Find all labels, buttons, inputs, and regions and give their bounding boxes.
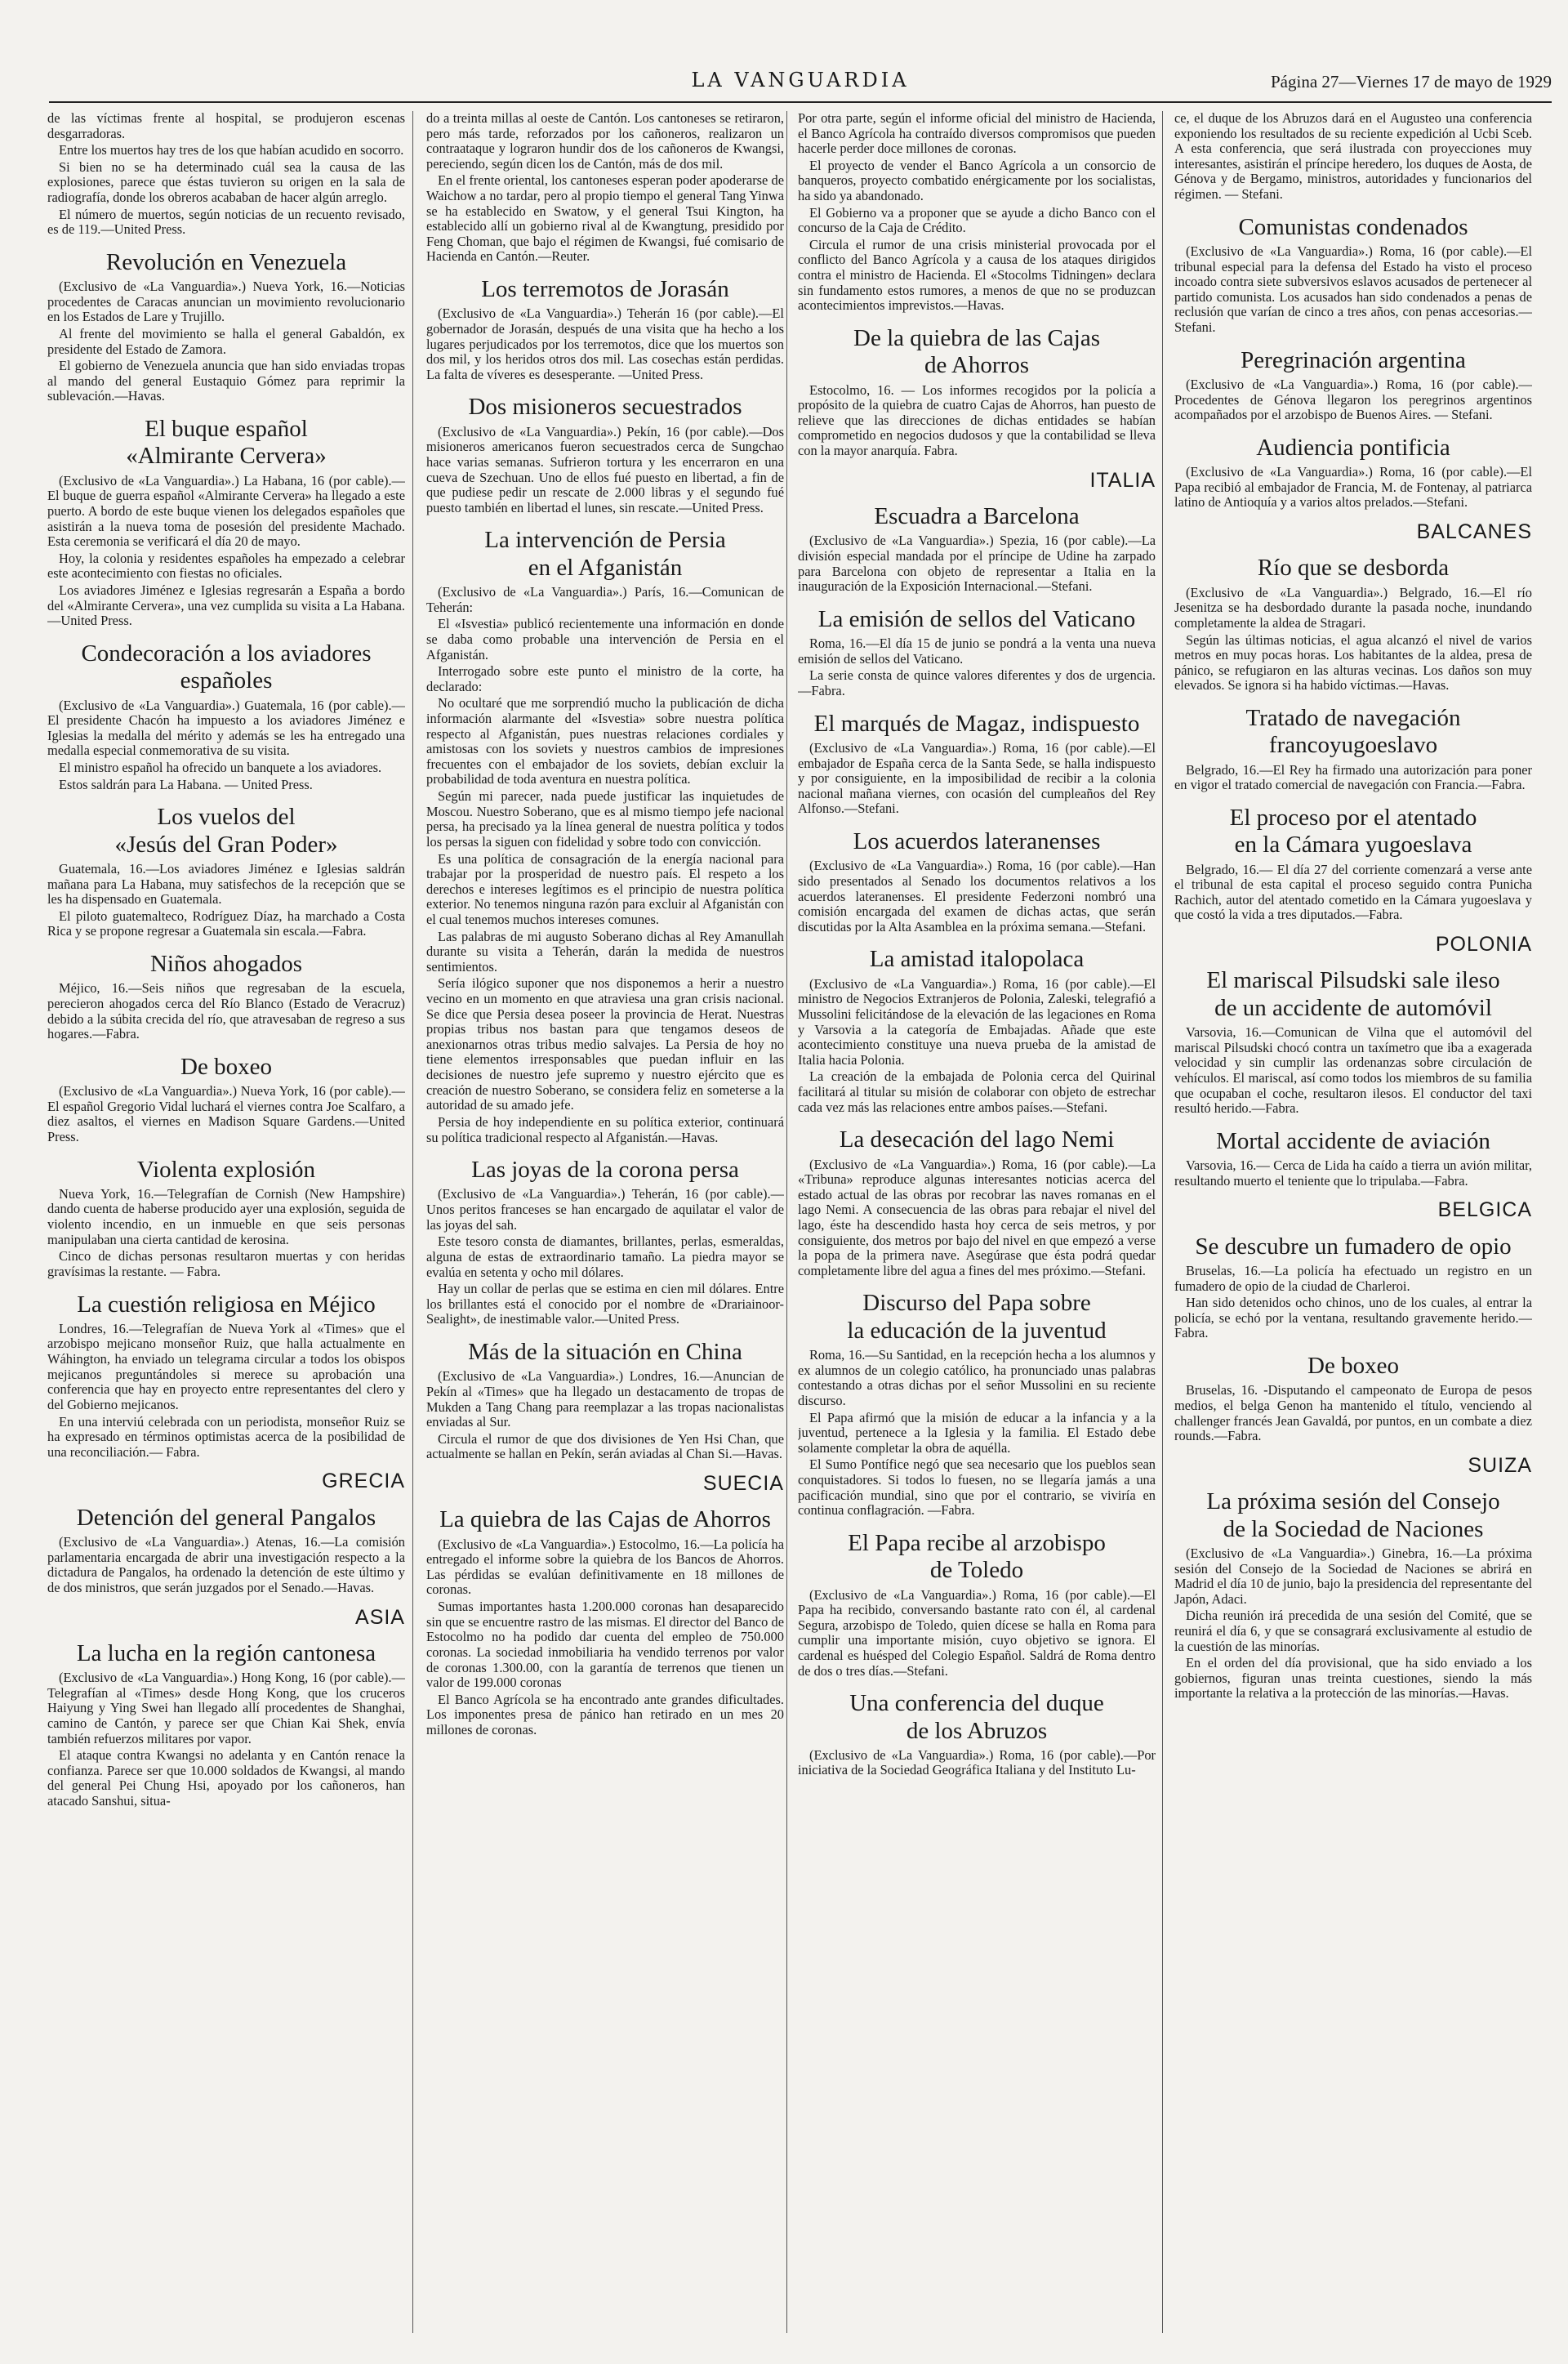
article-paragraph: Méjico, 16.—Seis niños que regresaban de la escuela, perecieron ahogados cerca del Río Blanco (Estado de Veracruz) debido a la súbita crecida del río, que atravesaban de regreso a sus hogares.—Fabra. [47, 980, 405, 1042]
article-paragraph: Interrogado sobre este punto el ministro de la corte, ha declarado: [426, 663, 784, 694]
article-paragraph: Este tesoro consta de diamantes, brillantes, perlas, esmeraldas, alguna de estas de extraordinario tamaño. La piedra mayor se evalúa en setenta y ocho mil dólares. [426, 1233, 784, 1280]
article [47, 1291, 405, 1461]
lead-paragraph: Circula el rumor de una crisis ministerial provocada por el conflicto del Banco Agrícola y a causa de los ataques dirigidos contra el ministro de Hacienda. El «Stocolms Tidningen» declara sin fundamento estos rumores, a menos de que no se produzcan acontecimientos imprevistos.—Havas. [798, 236, 1156, 314]
section-country-heading: SUECIA [702, 1471, 784, 1495]
column-rule [786, 111, 787, 2333]
article-headline [1174, 705, 1532, 760]
article-headline: Río que se desborda [1257, 555, 1450, 582]
column-rule [1162, 111, 1163, 2333]
article-headline: Escuadra a Barcelona [874, 503, 1080, 530]
article-headline: Peregrinación argentina [1241, 346, 1466, 373]
article-headline [1174, 805, 1532, 859]
headline-line: «Jesús del Gran Poder» [114, 831, 338, 858]
article [47, 249, 405, 404]
article [1174, 435, 1532, 511]
article-headline [47, 640, 405, 695]
article-paragraph: (Exclusivo de «La Vanguardia».) Roma, 16 (por cable).—El ministro de Negocios Extranjeros de Polonia, Zaleski, telegrafió a Mussolini felicitándose de la elevación de las legaciones en Roma y Varsovia a la categoría de Embajadas. Añade que este acontecimiento constituye una nueva prueba de la amistad de Italia hacia Polonia. [798, 975, 1156, 1068]
article-headline [1174, 967, 1532, 1022]
article-paragraph: Persia de hoy independiente en su política exterior, continuará su política tradicional respecto al Afganistán.—Havas. [426, 1113, 784, 1145]
article-paragraph: Roma, 16.—El día 15 de junio se pondrá a la venta una nueva emisión de sellos del Vaticano. [798, 636, 1156, 667]
article-paragraph: (Exclusivo de «La Vanguardia».) Roma, 16 (por cable).—El tribunal especial para la defensa del Estado ha visto el proceso incoado contra siete subversivos eslavos acusados de pertenecer al partido comunista. Los acusados han sido condenados a penas de reclusión que varían de cinco a tres años, con penas accesorias.—Stefani. [1174, 243, 1532, 336]
article-paragraph: Nueva York, 16.—Telegrafían de Cornish (New Hampshire) dando cuenta de haberse producido ayer una explosión, seguida de violento incendio, en un inmueble en que seis personas manipulaban una cierta cantidad de kerosina. [47, 1185, 405, 1247]
headline-line: de los Abruzos [906, 1717, 1048, 1744]
article [47, 1640, 405, 1809]
lead-paragraph: ce, el duque de los Abruzos dará en el Augusteo una conferencia exponiendo los resultados de su reciente expedición al Ucbi Sceb. A esta conferencia, que será ilustrada con proyecciones muy interesantes, asistirán el príncipe heredero, los duques de Aosta, de Génova y de Bergamo, ministros, autoridades y funcionarios del régimen. — Stefani. [1174, 111, 1532, 203]
column-4 [1174, 111, 1532, 2333]
article-paragraph: En el orden del día provisional, que ha sido enviado a los gobiernos, figuran unas treinta cuestiones, siendo la más importante la relativa a la protección de las minorías.—Havas. [1174, 1655, 1532, 1702]
article-headline: Las joyas de la corona persa [471, 1157, 739, 1184]
article-paragraph: El ministro español ha ofrecido un banquete a los aviadores. [59, 760, 382, 775]
section-country-heading: POLONIA [1435, 933, 1532, 957]
article-paragraph: Estocolmo, 16. — Los informes recogidos por la policía a propósito de la quiebra de cuatro Cajas de Ahorros, han puesto de relieve que las direcciones de dichas entidades se habían comprometido en negocios dudosos y que la contabilidad se lleva con la mayor anarquía. Fabra. [798, 381, 1156, 459]
article [798, 325, 1156, 459]
article [47, 1505, 405, 1596]
article-paragraph: (Exclusivo de «La Vanguardia».) Londres, 16.—Anuncian de Pekín al «Times» que ha llegado un destacamento de tropas de Mukden a Tang Chang para reemplazar a las tropas nacionalistas enviadas al Sur. [426, 1368, 784, 1430]
headline-line: El mariscal Pilsudski sale ileso [1206, 967, 1500, 994]
article [798, 946, 1156, 1115]
article [426, 527, 784, 1145]
article-headline: La desecación del lago Nemi [839, 1126, 1115, 1153]
section-country-heading: BELGICA [1437, 1198, 1532, 1222]
article-paragraph: Dicha reunión irá precedida de una sesión del Comité, que se reunirá el día 6, y que se consagrará exclusivamente al estudio de la cuestión de las minorías. [1174, 1608, 1532, 1654]
article-headline: Los acuerdos lateranenses [853, 827, 1101, 854]
lead-paragraph: El número de muertos, según noticias de un recuento revisado, es de 119.—United Press. [47, 206, 405, 238]
article-headline [798, 1290, 1156, 1345]
article [47, 804, 405, 939]
article-paragraph: El Banco Agrícola se ha encontrado ante grandes dificultades. Los imponentes presa de pánico han retirado en un mes 20 millones de coronas. [426, 1691, 784, 1737]
article-paragraph: (Exclusivo de «La Vanguardia».) Roma, 16 (por cable).—El Papa recibió al embajador de Francia, M. de Fontenay, al patriarca latino de Antioquía y a varios altos prelados.—Stefani. [1174, 464, 1532, 511]
headline-line: Condecoración a los aviadores [81, 640, 372, 667]
article-paragraph: Cinco de dichas personas resultaron muertas y con heridas gravísimas la restante. — Fabra. [47, 1248, 405, 1279]
article [426, 1339, 784, 1462]
article-paragraph: Según mi parecer, nada puede justificar las inquietudes de Moscou. Nuestro Soberano, que es al mismo tiempo jefe nacional persa, ha precisado ya la línea general de nuestra política y todos los persas la siguen con fidelidad y sobre todo con convicción. [426, 788, 784, 850]
article [798, 1690, 1156, 1778]
article-paragraph: Bruselas, 16. -Disputando el campeonato de Europa de pesos medios, el belga Genon ha mantenido el título, venciendo al challenger francés Jean Gavaldá, por puntos, en un combate a diez rounds.—Fabra. [1174, 1382, 1532, 1444]
article-headline [426, 527, 784, 582]
article [798, 503, 1156, 595]
article [1174, 1488, 1532, 1702]
article-headline [798, 1530, 1156, 1585]
headline-line: «Almirante Cervera» [126, 443, 327, 470]
article-headline: La cuestión religiosa en Méjico [77, 1291, 376, 1318]
article-paragraph: Belgrado, 16.— El día 27 del corriente comenzará a verse ante el tribunal de esta capital el proceso seguido contra Punicha Rachich, autor del atentado cometido en la Cámara yugoeslava y que costó la vida a tres diputados.—Fabra. [1174, 861, 1532, 923]
lead-paragraph: Si bien no se ha determinado cuál sea la causa de las explosiones, parece que éstas tuvieron su origen en la sala de radiografía, donde los obreros acababan de hacer algún arreglo. [47, 158, 405, 206]
article [1174, 805, 1532, 923]
lead-paragraph: Entre los muertos hay tres de los que habían acudido en socorro. [59, 142, 404, 158]
section-country-heading: SUIZA [1468, 1453, 1532, 1477]
headline-line: La próxima sesión del Consejo [1206, 1488, 1500, 1515]
article [798, 1290, 1156, 1518]
article-headline: La emisión de sellos del Vaticano [817, 605, 1136, 632]
article-headline: Audiencia pontificia [1256, 434, 1450, 461]
article-headline: La amistad italopolaca [869, 946, 1085, 973]
article [47, 416, 405, 629]
article-headline [1174, 1488, 1532, 1543]
article-paragraph: Sería ilógico suponer que nos disponemos a herir a nuestro vecino en un momento en que atraviesa una gran crisis nacional. Se dice que Persia desea poseer la provincia de Herat. Nuestras propias tribus nos bastan para que tengamos deseos de anexionarnos otras tribus medio salvajes. La Persia de hoy no tiene elementos irresponsables que puedan influir en las decisiones de nuestro jefe supremo y nuestro ejército que es creación de nuestro Soberano, se considera feliz en someterse a la autoridad de su amado jefe. [426, 975, 784, 1113]
headline-line: de la Sociedad de Naciones [1223, 1515, 1484, 1542]
lead-paragraph: El Gobierno va a proponer que se ayude a dicho Banco con el concurso de la Caja de Crédito. [798, 204, 1156, 236]
article-headline: De boxeo [1307, 1353, 1399, 1380]
article-paragraph: El gobierno de Venezuela anuncia que han sido enviadas tropas al mando del general Eustaquio Gómez para reprimir la sublevación.—Havas. [47, 358, 405, 404]
article-paragraph: Bruselas, 16.—La policía ha efectuado un registro en un fumadero de opio de la ciudad de Charleroi. [1174, 1263, 1532, 1294]
column-rule [412, 111, 413, 2333]
article-paragraph: En una interviú celebrada con un periodista, monseñor Ruiz se ha expresado en términos optimistas acerca de la posibilidad de una reconciliación.— Fabra. [47, 1413, 405, 1460]
article-paragraph: El Sumo Pontífice negó que sea necesario que los pueblos sean conquistadores. Si todos lo fuesen, no se llegaría jamás a una pacificación mundial, sino que por el contrario, se viviría en continua conflagración. —Fabra. [798, 1456, 1156, 1519]
article [1174, 705, 1532, 793]
article-headline: De boxeo [180, 1053, 272, 1080]
lead-paragraph: En el frente oriental, los cantoneses esperan poder apoderarse de Waichow a no tardar, pero al propio tiempo el general Tang Yinwa se ha establecido en Swatow, y el general Tsui Kington, ha establecido allí un gobierno rival al de Kwangtung, presidido por Feng Choman, que bajo el régimen de Kwangsi, fué comisario de Hacienda en Cantón.—Reuter. [426, 172, 784, 265]
article [426, 394, 784, 515]
article-paragraph: (Exclusivo de «La Vanguardia».) Belgrado, 16.—El río Jesenitza se ha desbordado durante la pasada noche, inundando completamente la aldea de Stragari. [1174, 584, 1532, 631]
headline-line: españoles [180, 667, 273, 694]
article-paragraph: (Exclusivo de «La Vanguardia».) Roma, 16 (por cable).—El Papa ha recibido, conversando bastante rato con él, al cardenal Segura, arzobispo de Toledo, quien dícese se halla en Roma para cumplir una importante misión, cuyo objetivo se ignora. El cardenal es huésped del Colegio Español. Saldrá de Roma dentro de dos o tres días.—Stefani. [798, 1586, 1156, 1679]
article-paragraph: Varsovia, 16.—Comunican de Vilna que el automóvil del mariscal Pilsudski chocó contra un taxímetro que iba a exagerada velocidad y sin cumplir las ordenanzas sobre circulación de vehículos. El mariscal, así como todos los miembros de su familia que ocupaban el coche, resultaron ilesos. El conductor del taxi resultó herido.—Fabra. [1174, 1024, 1532, 1117]
article [1174, 347, 1532, 423]
headline-line: De la quiebra de las Cajas [853, 324, 1100, 351]
article [798, 1530, 1156, 1679]
article-paragraph: (Exclusivo de «La Vanguardia».) Roma, 16 (por cable).—Han sido presentados al Senado los documentos relativos a los acuerdos lateranenses. El presidente Federzoni nombró una comisión encargada del examen de dichas actas, que serán discutidas por la Alta Asamblea en la próxima semana.—Stefani. [798, 858, 1156, 934]
article-paragraph: (Exclusivo de «La Vanguardia».) Spezia, 16 (por cable).—La división especial mandada por el príncipe de Udine ha zarpado para Barcelona con objeto de representar a Italia en la inauguración de la Exposición Internacional.—Stefani. [798, 533, 1156, 595]
article-headline: Comunistas condenados [1238, 213, 1468, 240]
article-paragraph: (Exclusivo de «La Vanguardia».) Nueva York, 16.—Noticias procedentes de Caracas anuncian un movimiento revolucionario en los Estados de Lare y Trujillo. [47, 279, 405, 325]
article-paragraph: (Exclusivo de «La Vanguardia».) Teherán 16 (por cable).—El gobernador de Jorasán, después de una visita que ha hecho a los lugares perjudicados por los terremotos, dice que los muertos son dos mil, y los heridos otros dos mil. Las cosechas están perdidas. La falta de víveres es desesperante. —United Press. [426, 306, 784, 382]
article-paragraph: Guatemala, 16.—Los aviadores Jiménez e Iglesias saldrán mañana para La Habana, muy satisfechos de la recepción que se les ha dispensado en Guatemala. [47, 860, 405, 908]
article-paragraph: La serie consta de quince valores diferentes y dos de urgencia.—Fabra. [798, 667, 1156, 698]
article [798, 1126, 1156, 1278]
article [426, 276, 784, 382]
article-paragraph: Los aviadores Jiménez e Iglesias regresarán a España a bordo del «Almirante Cervera», una vez cumplida su visita a La Habana.—United Press. [47, 582, 405, 629]
article-paragraph: (Exclusivo de «La Vanguardia».) Pekín, 16 (por cable).—Dos misioneros americanos fueron secuestrados cerca de Sungchao hace varias semanas. Sufrieron tortura y les encerraron en una cueva de Szechuan. Uno de ellos fué puesto en libertad, a fin de que pudiese pedir un rescate de 2.000 libras y el segundo fué puesto también en libertad el lunes, sin rescate.—United Press. [426, 423, 784, 515]
article-headline [47, 416, 405, 471]
article-paragraph: (Exclusivo de «La Vanguardia».) La Habana, 16 (por cable).— El buque de guerra español «Almirante Cervera» ha llegado a este puerto. A bordo de este buque vienen los delegados españoles que asistirán a la nueva toma de posesión del presidente Machado. Esta ceremonia se verificará el día 20 de mayo. [47, 472, 405, 550]
article-paragraph: Estos saldrán para La Habana. — United Press. [59, 776, 313, 792]
article-headline: La lucha en la región cantonesa [76, 1639, 376, 1666]
newspaper-title: LA VANGUARDIA [691, 69, 910, 91]
article-paragraph: El «Isvestia» publicó recientemente una información en donde se daba como probable una intervención de Persia en el Afganistán. [426, 616, 784, 662]
article-headline: Niños ahogados [149, 950, 303, 977]
article [47, 640, 405, 792]
headline-line: de un accidente de automóvil [1214, 994, 1492, 1021]
article-headline: Más de la situación en China [468, 1338, 742, 1365]
article [1174, 1128, 1532, 1189]
headline-line: en el Afganistán [528, 554, 683, 581]
page-folio: Página 27—Viernes 17 de mayo de 1929 [1271, 72, 1552, 91]
article-paragraph: Varsovia, 16.— Cerca de Lida ha caído a tierra un avión militar, resultando muerto el teniente que lo tripulaba.—Fabra. [1174, 1157, 1532, 1189]
article-headline: La quiebra de las Cajas de Ahorros [439, 1506, 771, 1533]
section-country-heading: BALCANES [1416, 520, 1532, 543]
article [1174, 555, 1532, 694]
article-paragraph: Es una política de consagración de la energía nacional para trabajar por la prosperidad de nuestro país. El respeto a los derechos e intereses legítimos es el principio de nuestra política exterior. No tenemos ninguna razón para excluir al Afganistán con el cual tenemos muchos intereses comunes. [426, 850, 784, 927]
article-paragraph: Las palabras de mi augusto Soberano dichas al Rey Amanullah durante su visita a Teherán, darán la medida de nuestros sentimientos. [426, 928, 784, 975]
article-paragraph: El Papa afirmó que la misión de educar a la infancia y a la juventud, pertenece a la Iglesia y la familia. El Estado debe solamente completar la obra de aquélla. [798, 1409, 1156, 1456]
article-headline [798, 1690, 1156, 1745]
headline-line: Los vuelos del [157, 804, 296, 831]
article-headline: Violenta explosión [136, 1156, 316, 1183]
article-paragraph: Sumas importantes hasta 1.200.000 coronas han desaparecido sin que se encuentre rastro de las mismas. El director del Banco de Estocolmo no ha podido dar cuenta del empleo de 750.000 coronas. La sociedad inmobiliaria ha vendido terrenos por valor de coronas 1.300.00, con la garantía de terrenos que tienen un valor de 199.000 coronas [426, 1599, 784, 1691]
headline-line: Una conferencia del duque [849, 1690, 1104, 1717]
article [798, 828, 1156, 934]
article-headline [47, 804, 405, 859]
article-headline [798, 325, 1156, 380]
headline-line: La intervención de Persia [484, 527, 726, 554]
article-paragraph: Hoy, la colonia y residentes españoles ha empezado a celebrar este acontecimiento con fiestas no oficiales. [47, 550, 405, 582]
article-paragraph: No ocultaré que me sorprendió mucho la publicación de dicha información alarmante del «Isvestia» sobre nuestra política respecto al Afganistán, pues nuestras relaciones cordiales y amistosas con los soviets y nuestros cambios de impresiones frecuentes con el embajador de los soviets, debían excluir la probabilidad de toda aventura en nuestra política. [426, 695, 784, 787]
article [798, 606, 1156, 699]
headline-line: El proceso por el atentado [1229, 804, 1477, 831]
article [47, 1054, 405, 1145]
headline-line: de Ahorros [924, 352, 1030, 379]
article-paragraph: La creación de la embajada de Polonia cerca del Quirinal facilitará al titular su misión de colaborar con objeto de estrechar cada vez más las relaciones entre ambos países.—Stefani. [798, 1068, 1156, 1115]
article-paragraph: (Exclusivo de «La Vanguardia».) Teherán, 16 (por cable).—Unos peritos franceses se han encargado de aquilatar el valor de las joyas del sah. [426, 1186, 784, 1233]
article-paragraph: Hay un collar de perlas que se estima en cien mil dólares. Entre los brillantes está el conocido por el nombre de «Drariainoor-Sealight», de inestimable valor.—United Press. [426, 1281, 784, 1327]
lead-paragraph: Por otra parte, según el informe oficial del ministro de Hacienda, el Banco Agrícola ha contraído diversos compromisos que pueden hacerle perder doce millones de coronas. [798, 111, 1156, 157]
article [1174, 967, 1532, 1116]
article-headline: Dos misioneros secuestrados [468, 394, 742, 421]
article [426, 1157, 784, 1327]
article-paragraph: Roma, 16.—Su Santidad, en la recepción hecha a los alumnos y ex alumnos de un colegio católico, ha pronunciado unas palabras contestando a otras dichas por el señor Mussolini en su reciente discurso. [798, 1347, 1156, 1408]
column-2 [426, 111, 784, 2333]
article-paragraph: (Exclusivo de «La Vanguardia».) Nueva York, 16 (por cable).—El español Gregorio Vidal luchará el viernes contra Joe Scalfaro, a diez asaltos, el viernes en Madison Square Gardens.—United Press. [47, 1083, 405, 1144]
article-paragraph: (Exclusivo de «La Vanguardia».) Atenas, 16.—La comisión parlamentaria encargada de abrir una investigación respecto a la dictadura de Pangalos, ha ordenado la detención de este último y de dos ministros, que serán juzgados por el Senado.—Havas. [47, 1534, 405, 1595]
article-paragraph: (Exclusivo de «La Vanguardia».) Hong Kong, 16 (por cable).—Telegrafían al «Times» desde Hong Kong, que los cruceros Haiyung y Ying Swei han llegado allí procedentes de Shanghai, camino de Cantón, y parece ser que Chian Kai Shek, envía también refuerzos militares por vapor. [47, 1670, 405, 1746]
lead-paragraph: do a treinta millas al oeste de Cantón. Los cantoneses se retiraron, pero más tarde, reforzados por los cañoneros, realizaron un contraataque y lograron hundir dos de los cañoneros de Kwangsi, pereciendo, según dicen los de Cantón, más de dos mil. [426, 111, 784, 172]
headline-line: la educación de la juventud [847, 1317, 1107, 1344]
headline-line: francoyugoeslavo [1268, 732, 1438, 759]
article-paragraph: (Exclusivo de «La Vanguardia».) Estocolmo, 16.—La policía ha entregado el informe sobre la quiebra de los Bancos de Ahorros. Las pérdidas se evalúan definitivamente en 18 millones de coronas. [426, 1536, 784, 1598]
article-paragraph: (Exclusivo de «La Vanguardia».) Roma, 16 (por cable).—El embajador de España cerca de la Santa Sede, se halla indispuesto y por consiguiente, en la imposibilidad de recibir a la colonia nacional mañana viernes, con ocasión del cumpleaños del Rey Alfonso.—Stefani. [798, 739, 1156, 817]
column-3 [798, 111, 1156, 2333]
article [47, 951, 405, 1042]
article-paragraph: (Exclusivo de «La Vanguardia».) Roma, 16 (por cable).—Por iniciativa de la Sociedad Geográfica Italiana y del Instituto Lu- [798, 1746, 1156, 1778]
article [1174, 214, 1532, 336]
article-headline: Los terremotos de Jorasán [481, 276, 729, 303]
article [1174, 1353, 1532, 1444]
headline-line: en la Cámara yugoeslava [1234, 832, 1472, 859]
headline-line: El Papa recibe al arzobispo [848, 1529, 1106, 1556]
headline-line: de Toledo [929, 1557, 1024, 1584]
article-paragraph: Belgrado, 16.—El Rey ha firmado una autorización para poner en vigor el tratado comercial de navegación con Francia.—Fabra. [1174, 761, 1532, 793]
article-paragraph: (Exclusivo de «La Vanguardia».) Roma, 16 (por cable).—Procedentes de Génova llegaron los peregrinos argentinos acompañados por el arzobispo de Buenos Aires. — Stefani. [1174, 377, 1532, 423]
lead-paragraph: de las víctimas frente al hospital, se produjeron escenas desgarradoras. [47, 111, 405, 141]
article-paragraph: Al frente del movimiento se halla el general Gabaldón, ex presidente del Estado de Zamora. [47, 326, 405, 357]
article-paragraph: El piloto guatemalteco, Rodríguez Díaz, ha marchado a Costa Rica y se propone regresar a Guatemala sin escala.—Fabra. [47, 908, 405, 939]
lead-paragraph: El proyecto de vender el Banco Agrícola a un consorcio de banqueros, proyecto combatido enérgicamente por los socialistas, ha sido ya abandonado. [798, 157, 1156, 204]
article [798, 711, 1156, 817]
article [426, 1506, 784, 1737]
article-paragraph: Han sido detenidos ocho chinos, uno de los cuales, al entrar la policía, se echó por la ventana, resultando gravemente herido.—Fabra. [1174, 1295, 1532, 1341]
article [1174, 1233, 1532, 1341]
article-headline: Detención del general Pangalos [76, 1504, 376, 1531]
article-paragraph: (Exclusivo de «La Vanguardia».) París, 16.—Comunican de Teherán: [426, 584, 784, 615]
article-paragraph: (Exclusivo de «La Vanguardia».) Guatemala, 16 (por cable).—El presidente Chacón ha impuesto a los aviadores Jiménez e Iglesias la medalla del mérito y además se les ha entregado una medalla especial conmemorativa de su visita. [47, 697, 405, 759]
article-headline: Se descubre un fumadero de opio [1195, 1233, 1512, 1260]
article-headline: El marqués de Magaz, indispuesto [813, 710, 1140, 737]
section-country-heading: ITALIA [1089, 468, 1156, 492]
masthead [49, 69, 1552, 103]
article-paragraph: (Exclusivo de «La Vanguardia».) Roma, 16 (por cable).—La «Tribuna» reproduce algunas interesantes noticias acerca del estado actual de las obras por recobrar las naves romanas en el lago Nemi. A consecuencia de las obras para rebajar el nivel del lago, éste ha descendido hasta hoy cerca de seis metros, y por consiguiente, dos metros por bajo del nivel en que empezó a verse la popa de la primera nave. Asegúrase que ésta podrá quedar completamente libre del agua a fines del mes próximo.—Stefani. [798, 1156, 1156, 1278]
article-paragraph: Circula el rumor de que dos divisiones de Yen Hsi Chan, que actualmente se hallan en Pekín, serán aviadas al Chan Si.—Havas. [426, 1430, 784, 1462]
article-headline: Revolución en Venezuela [105, 248, 347, 275]
article-paragraph: El ataque contra Kwangsi no adelanta y en Cantón renace la confianza. Parece ser que 10.000 soldados de Kwangsi, al mando del general Pei Chung Hsi, apoyado por los cañoneros, han atacado Sanshui, situa- [47, 1747, 405, 1809]
section-country-heading: GRECIA [322, 1470, 405, 1493]
article-headline: Mortal accidente de aviación [1216, 1127, 1490, 1154]
headline-line: El buque español [145, 416, 308, 443]
headline-line: Tratado de navegación [1245, 704, 1461, 731]
column-1 [47, 111, 405, 2333]
article [47, 1157, 405, 1280]
article-paragraph: Según las últimas noticias, el agua alcanzó el nivel de varios metros en muy pocas horas. Los habitantes de la aldea, presa de pánico, se refugiaron en las alturas vecinas. Los daños son muy elevados. Se ignora si ha habido víctimas.—Havas. [1174, 631, 1532, 694]
headline-line: Discurso del Papa sobre [862, 1290, 1091, 1317]
section-country-heading: ASIA [355, 1605, 405, 1629]
article-paragraph: Londres, 16.—Telegrafían de Nueva York al «Times» que el arzobispo mejicano monseñor Ruiz, que halla actualmente en Wáhington, ha enviado un telegrama circular a todos los obispos mejicanos preguntándoles si merece su aprobación una conferencia que hay en proyecto entre representantes del clero y del Gobierno mejicanos. [47, 1320, 405, 1412]
article-paragraph: (Exclusivo de «La Vanguardia».) Ginebra, 16.—La próxima sesión del Consejo de la Sociedad de Naciones se abrirá en Madrid el día 10 de junio, bajo la presidencia del representante del Japón, Adaci. [1174, 1545, 1532, 1607]
